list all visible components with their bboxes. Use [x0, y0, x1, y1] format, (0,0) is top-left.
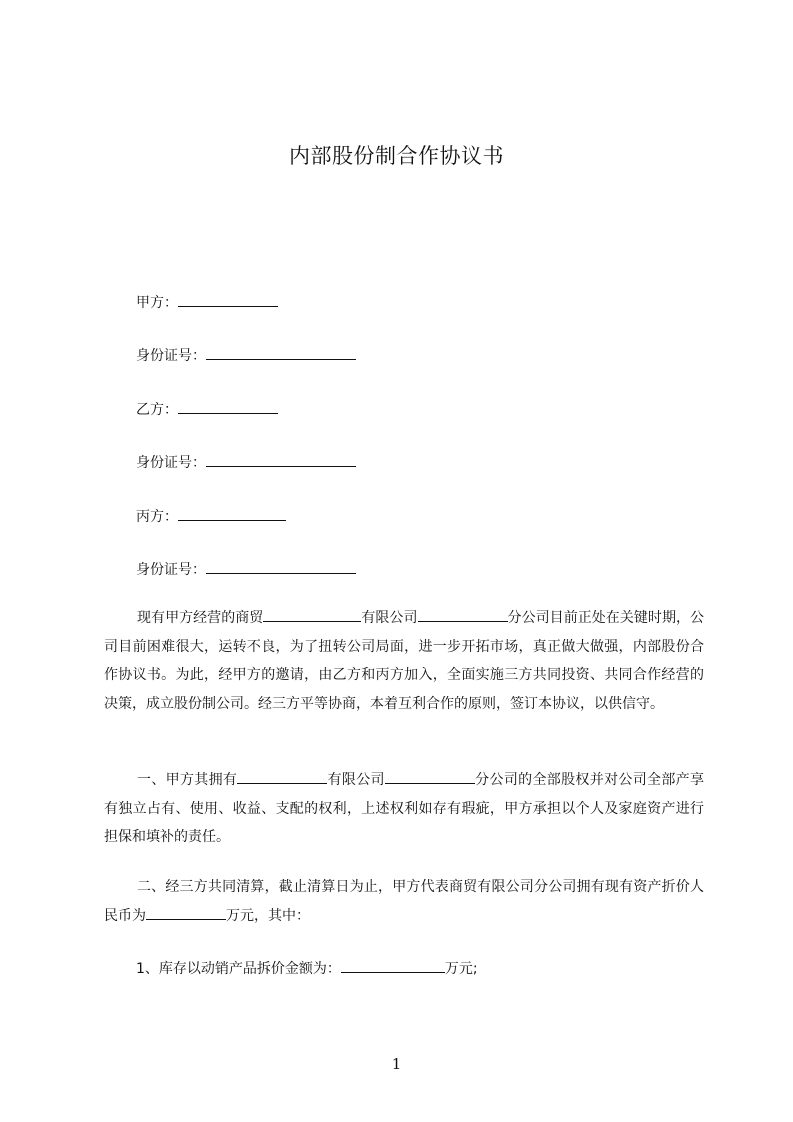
clause-2-paragraph	[104, 873, 704, 930]
intro-blank-2	[418, 607, 508, 622]
party-b-id-label: 身份证号：	[136, 455, 206, 471]
intro-text-1: 现有甲方经营的商贸	[137, 610, 264, 626]
clause-1-paragraph	[104, 766, 704, 852]
party-c-id-label: 身份证号：	[136, 562, 206, 578]
clause-1-text-1: 一、甲方其拥有	[137, 772, 238, 788]
party-a-label: 甲方：	[136, 295, 178, 311]
clause-2-text-2: 万元，其中：	[226, 907, 310, 924]
party-a-id-blank	[206, 345, 356, 360]
party-b-label: 乙方：	[136, 402, 178, 418]
clause-1-text-2: 有限公司	[327, 772, 385, 788]
party-a-id-field	[136, 345, 356, 366]
clause-2-text-1: 二、经三方共同清算，截止清算日为止，甲方代表商贸有限公司分公司拥有现有资产折价人民币为	[104, 879, 704, 924]
intro-paragraph	[104, 604, 704, 718]
party-a-id-label: 身份证号：	[136, 348, 206, 364]
document-title: 内部股份制合作协议书	[289, 144, 504, 168]
clause-1-blank-2	[385, 769, 475, 784]
party-c-id-blank	[206, 559, 356, 574]
item-1-text-2: 万元;	[444, 961, 478, 977]
party-a-blank	[178, 292, 278, 307]
intro-text-3: 分公司目前正处在关键时期，公司目前困难很大，运转不良，为了扭转公司局面，进一步开拓市场，真正做大做强，内部股份合作协议书。为此，经甲方的邀请，由乙方和丙方加入，全面实施三方共同投资、共同合作经营的决策，成立股份制公司。经三方平等协商，本着互利合作的原则，签订本协议，以供信守。	[104, 610, 705, 712]
item-1-text-1: 1、库存以动销产品拆价金额为：	[136, 961, 341, 977]
party-b-id-field	[136, 452, 356, 473]
item-1-line	[136, 958, 478, 979]
page-number: 1	[391, 1055, 402, 1073]
party-b-field	[136, 399, 278, 420]
intro-blank-1	[263, 607, 361, 622]
clause-2-blank	[146, 905, 226, 920]
party-c-id-field	[136, 559, 356, 580]
party-a-field	[136, 292, 278, 313]
party-c-label: 丙方：	[136, 509, 178, 525]
clause-1-blank-1	[237, 769, 327, 784]
party-c-field	[136, 506, 286, 527]
intro-text-2: 有限公司	[361, 610, 418, 626]
clause-1-text-3: 分公司的全部股权并对公司全部产享有独立占有、使用、收益、支配的权利，上述权利如存有瑕疵，甲方承担以个人及家庭资产进行担保和填补的责任。	[104, 772, 705, 845]
party-c-blank	[178, 506, 286, 521]
party-b-id-blank	[206, 452, 356, 467]
item-1-blank	[341, 958, 445, 973]
party-b-blank	[178, 399, 278, 414]
